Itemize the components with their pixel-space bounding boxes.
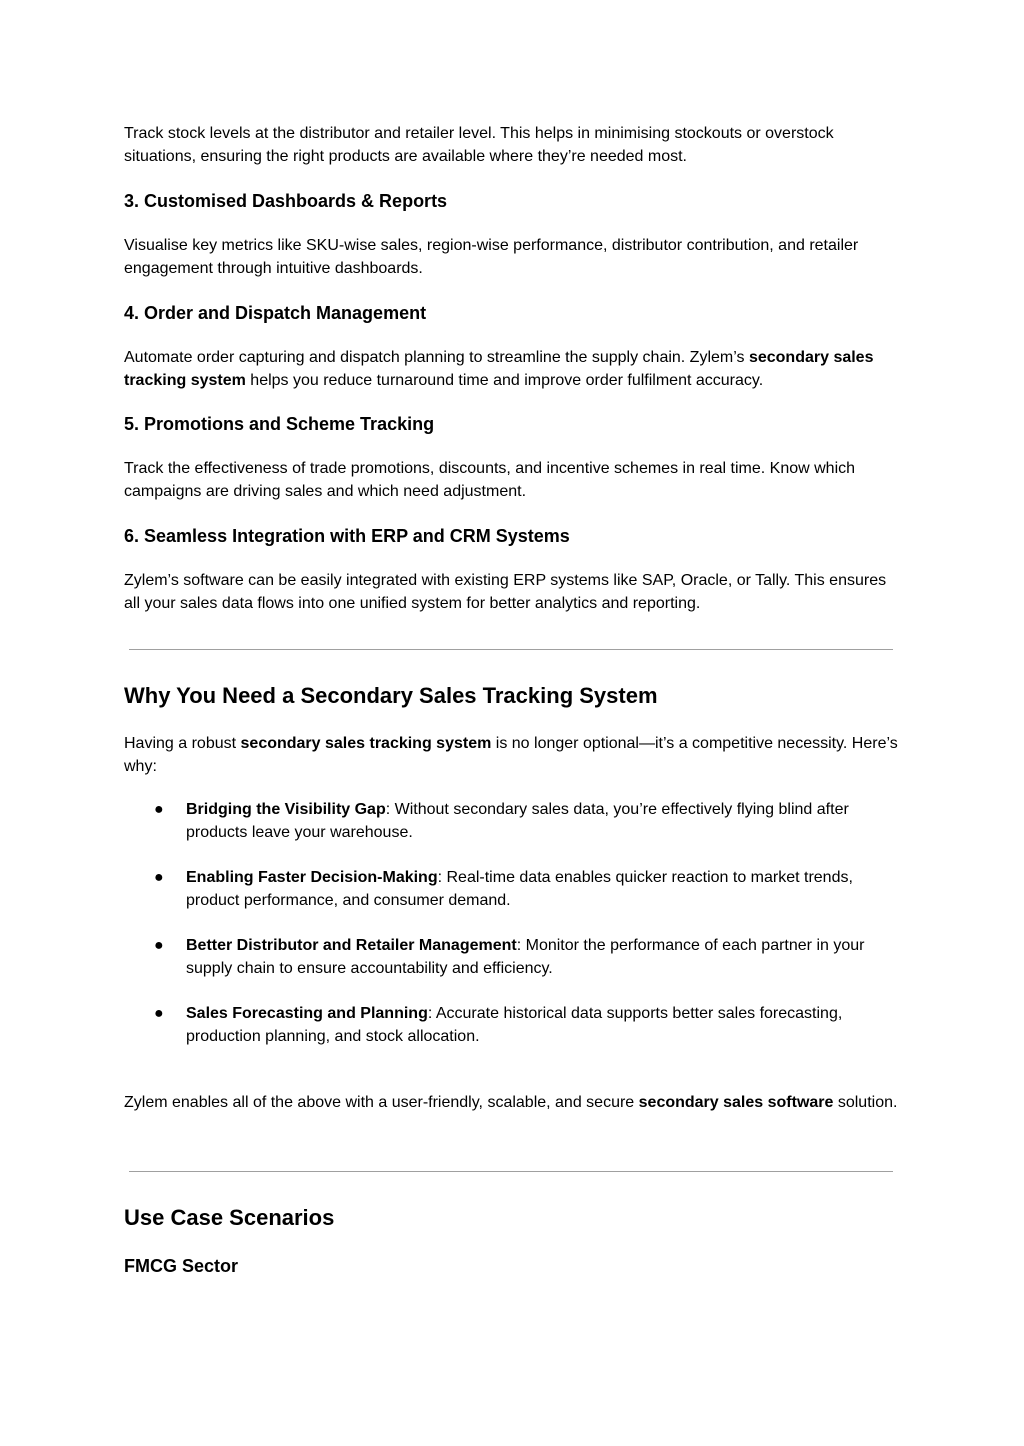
text-run: solution. bbox=[833, 1094, 898, 1111]
feature-heading-dashboards: 3. Customised Dashboards & Reports bbox=[124, 191, 448, 211]
bullet-description: : Monitor the performance of each partner in your supply chain to ensure accountability and efficiency. bbox=[186, 937, 865, 977]
text-run: Zylem enables all of the above with a user-friendly, scalable, and secure bbox=[124, 1094, 639, 1111]
horizontal-divider bbox=[129, 649, 893, 650]
text-run: Automate order capturing and dispatch planning to streamline the supply chain. Zylem’s bbox=[124, 349, 749, 366]
bullet-icon: ● bbox=[154, 869, 164, 886]
feature-text-dashboards: Visualise key metrics like SKU-wise sales, region-wise performance, distributor contribution, and retailer engagement through intuitive dashboards. bbox=[124, 237, 859, 277]
bullet-icon: ● bbox=[154, 937, 164, 954]
bullet-description: : Accurate historical data supports better sales forecasting, production planning, and stock allocation. bbox=[186, 1005, 843, 1045]
why-intro-paragraph bbox=[124, 732, 904, 778]
bullet-text bbox=[186, 1002, 902, 1048]
bold-keyword: secondary sales tracking system bbox=[124, 349, 874, 389]
why-closing-paragraph bbox=[124, 1091, 904, 1114]
bullet-title: Bridging the Visibility Gap bbox=[186, 801, 386, 818]
feature-heading-promotions: 5. Promotions and Scheme Tracking bbox=[124, 414, 435, 434]
bold-keyword: secondary sales software bbox=[638, 1094, 834, 1111]
feature-heading-integration: 6. Seamless Integration with ERP and CRM Systems bbox=[124, 526, 570, 546]
bullet-text bbox=[186, 798, 902, 844]
bold-keyword: secondary sales tracking system bbox=[240, 735, 492, 752]
section-heading-use-cases: Use Case Scenarios bbox=[124, 1205, 335, 1230]
bullet-title: Sales Forecasting and Planning bbox=[186, 1005, 428, 1022]
bullet-text bbox=[186, 934, 902, 980]
bullet-text bbox=[186, 866, 902, 912]
feature-text-order-dispatch bbox=[124, 346, 904, 392]
subheading-fmcg: FMCG Sector bbox=[124, 1256, 239, 1276]
bullet-title: Better Distributor and Retailer Management bbox=[186, 937, 517, 954]
section-heading-why: Why You Need a Secondary Sales Tracking System bbox=[124, 683, 658, 708]
feature-heading-order-dispatch: 4. Order and Dispatch Management bbox=[124, 303, 427, 323]
horizontal-divider bbox=[129, 1171, 893, 1172]
intro-paragraph: Track stock levels at the distributor and retailer level. This helps in minimising stockouts or overstock situations, ensuring the right products are available where they’re needed most. bbox=[124, 125, 834, 165]
bullet-icon: ● bbox=[154, 801, 164, 818]
feature-text-integration: Zylem’s software can be easily integrated with existing ERP systems like SAP, Oracle, or Tally. This ensures all your sales data flows into one unified system for better analytics and reporting. bbox=[124, 572, 887, 612]
bullet-title: Enabling Faster Decision-Making bbox=[186, 869, 438, 886]
bullet-icon: ● bbox=[154, 1005, 164, 1022]
text-run: helps you reduce turnaround time and improve order fulfilment accuracy. bbox=[245, 372, 764, 389]
bullet-description: : Without secondary sales data, you’re effectively flying blind after products leave your warehouse. bbox=[186, 801, 849, 841]
feature-text-promotions: Track the effectiveness of trade promotions, discounts, and incentive schemes in real time. Know which campaigns are driving sales and which need adjustment. bbox=[124, 460, 856, 500]
bullet-description: : Real-time data enables quicker reaction to market trends, product performance, and consumer demand. bbox=[186, 869, 853, 909]
text-run: is no longer optional—it’s a competitive necessity. Here’s why: bbox=[124, 735, 898, 775]
text-run: Having a robust bbox=[124, 735, 241, 752]
